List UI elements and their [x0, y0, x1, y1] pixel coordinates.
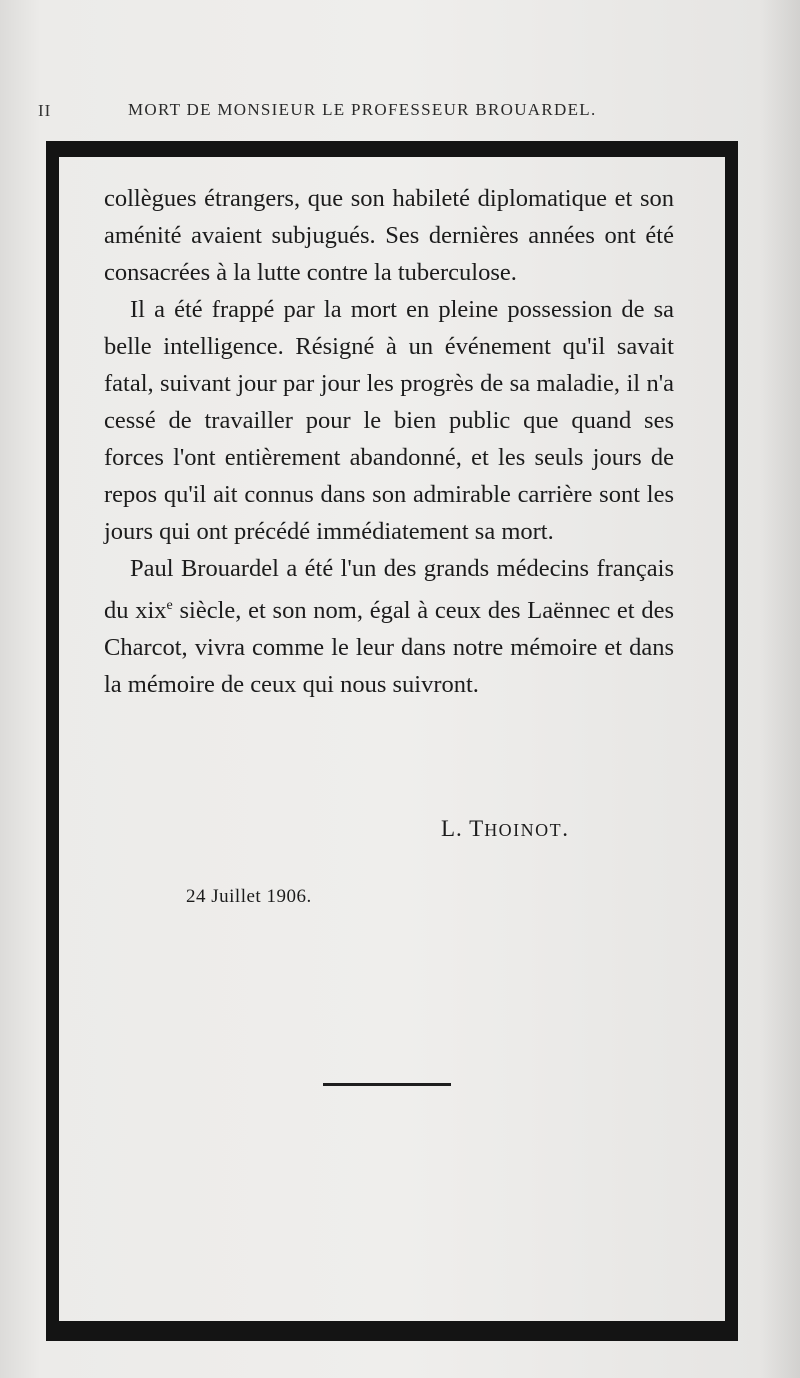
- closing-rule: [323, 1083, 451, 1086]
- century-superscript: e: [166, 598, 173, 613]
- obituary-text: [104, 180, 674, 703]
- signature: [441, 816, 569, 842]
- signature-initial: L. T: [441, 816, 485, 841]
- signature-period: .: [562, 816, 569, 841]
- paragraph-3-start: Paul Brouardel a été l'un des grands médecins français du: [104, 555, 674, 625]
- paragraph-3: [104, 550, 674, 703]
- signature-surname: HOINOT: [484, 820, 563, 840]
- running-head: MORT DE MONSIEUR LE PROFESSEUR BROUARDEL.: [128, 100, 597, 119]
- paragraph-2: Il a été frappé par la mort en pleine possession de sa belle intelligence. Résigné à un événement qu'il savait fatal, suivant jour par jour les progrès de sa maladie, il n'a cessé de travailler pour le bien public que quand ses forces l'ont entièrement abandonné, et les seuls jours de repos qu'il ait connus dans son admirable carrière sont les jours qui ont précédé immédiatement sa mort.: [104, 296, 674, 545]
- page-number: II: [38, 101, 52, 120]
- century-numeral: xix: [135, 597, 167, 625]
- date-line: 24 Juillet 1906.: [186, 886, 312, 907]
- paragraph-3-end: siècle, et son nom, égal à ceux des Laënnec et des Charcot, vivra comme le leur dans notre mémoire et dans la mémoire de ceux qui nous suivront.: [104, 597, 674, 699]
- paragraph-1: collègues étrangers, que son habileté diplomatique et son aménité avaient subjugués. Ses dernières années ont été consacrées à la lutte contre la tuberculose.: [104, 185, 674, 286]
